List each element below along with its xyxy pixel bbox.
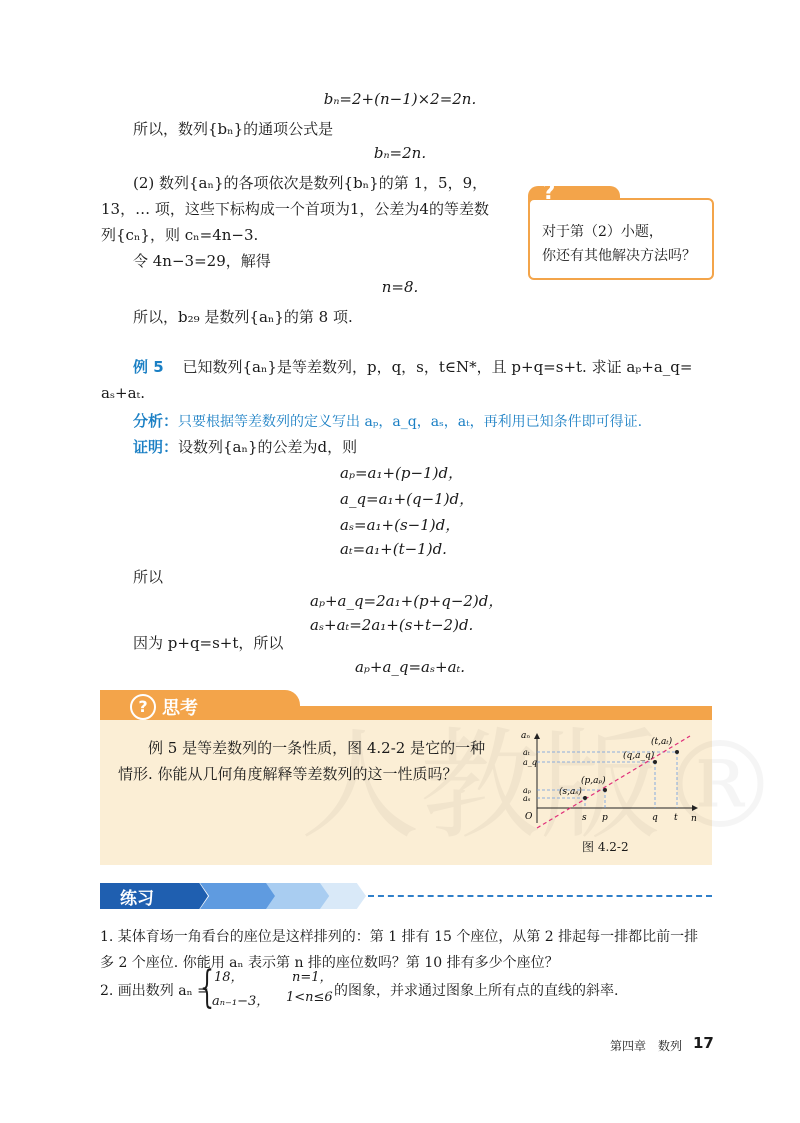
note-text [542,220,704,268]
case2-value: aₙ₋₁−3， [212,994,270,1009]
piecewise-brace: { [200,962,214,1013]
part2-line3: 列{cₙ}，则 cₙ=4n−3. [101,226,259,244]
footer-chapter: 第四章 数列 [610,1039,683,1053]
analysis-label: 分析： [133,412,179,430]
figure-graph [515,728,700,833]
part2-line2: 13，… 项，这些下标构成一个首项为1，公差为4的等差数 [101,200,489,218]
practice-title: 练习 [120,889,154,909]
proof-line [133,436,357,458]
xtick-t: t [674,813,678,823]
so-line: 所以 [133,568,164,586]
ytick-as: aₛ [523,794,531,803]
exercise-1: 1. 某体育场一角看台的座位是这样排列的：第 1 排有 15 个座位，从第 2 排起每一排都比前一排多 2 个座位. 你能用 aₙ 表示第 n 排的座位数吗？第 10 排有多少个座位？ [100,929,699,971]
label-s-as: (s,aₛ) [559,787,582,797]
eq-aq: a_q=a₁+(q−1)d， [340,490,475,508]
let-line: 令 4n−3=29，解得 [133,252,271,270]
label-p-ap: (p,aₚ) [581,776,606,786]
trend-line [537,736,690,828]
example5-statement-line1 [133,356,692,378]
b29-line: 所以，b₂₉ 是数列{aₙ}的第 8 项. [133,308,353,326]
eq-at: aₜ=a₁+(t−1)d. [340,540,447,558]
proof-label: 证明： [133,438,179,456]
ytick-at: aₜ [523,748,530,757]
label-t-at: (t,aₜ) [651,737,673,747]
example5-statement: 已知数列{aₙ}是等差数列，p，q，s，t∈N*，且 p+q=s+t. 求证 aₚ+a_q= [182,358,693,376]
ytick-ap: aₚ [523,786,531,795]
point-s [583,796,587,800]
think-text: 例 5 是等差数列的一条性质，图 4.2-2 是它的一种情形. 你能从几何角度解释等差数列的这一性质吗？ [118,739,486,783]
question-circle-icon: ? [130,694,156,720]
because-line: 因为 p+q=s+t，所以 [133,634,284,652]
y-axis-label: aₙ [521,731,531,741]
point-p [603,788,607,792]
case2-cond: 1<n≤6 [286,990,333,1005]
note-text-line1: 对于第（2）小题， [542,224,663,240]
bn-result: bₙ=2n. [373,144,427,162]
practice-bar-3 [266,883,330,909]
analysis-text: 只要根据等差数列的定义写出 aₚ，a_q，aₛ，aₜ，再利用已知条件即可得证. [178,414,643,430]
proof-intro: 设数列{aₙ}的公差为d，则 [178,438,358,456]
practice-bar-1 [100,883,208,909]
note-text-line2: 你还有其他解决方法吗？ [542,248,696,264]
eq-as: aₛ=a₁+(s−1)d， [340,516,461,534]
example5-statement-line2: aₛ+aₜ. [101,384,145,402]
label-q-aq: (q,a_q) [623,751,655,761]
eq-ap: aₚ=a₁+(p−1)d， [340,464,464,482]
analysis-line [133,410,642,433]
so-formula-line: 所以，数列{bₙ}的通项公式是 [133,120,334,138]
x-axis-label: n [691,814,697,824]
sum-st: aₛ+aₜ=2a₁+(s+t−2)d. [310,616,474,634]
ytick-aq: a_q [523,758,537,767]
practice-dash-line [368,895,712,897]
figure-caption: 图 4.2-2 [582,840,629,854]
point-t [675,750,679,754]
part2-line1: (2) 数列{aₙ}的各项依次是数列{bₙ}的第 1，5，9， [133,174,488,192]
case1-cond: n=1， [292,970,333,985]
exercise-2-suffix: 的图象，并求通过图象上所有点的直线的斜率. [334,983,619,999]
sum-pq: aₚ+a_q=2a₁+(p+q−2)d， [310,592,504,610]
xtick-q: q [652,813,658,823]
page-number: 17 [693,1034,714,1052]
xtick-s: s [582,813,587,823]
think-title: 思考 [162,698,198,719]
question-mark-icon: ? [542,180,556,205]
case1-value: 18， [214,970,244,985]
xtick-p: p [602,813,608,823]
origin-label: O [525,812,533,822]
practice-bar-2 [200,883,276,909]
conclusion: aₚ+a_q=aₛ+aₜ. [354,658,466,676]
example5-label: 例 5 [133,358,164,376]
n-result: n=8. [381,278,419,296]
bn-calc: bₙ=2+(n−1)×2=2n. [323,90,477,108]
exercise-2-prefix: 2. 画出数列 aₙ = [100,983,209,999]
